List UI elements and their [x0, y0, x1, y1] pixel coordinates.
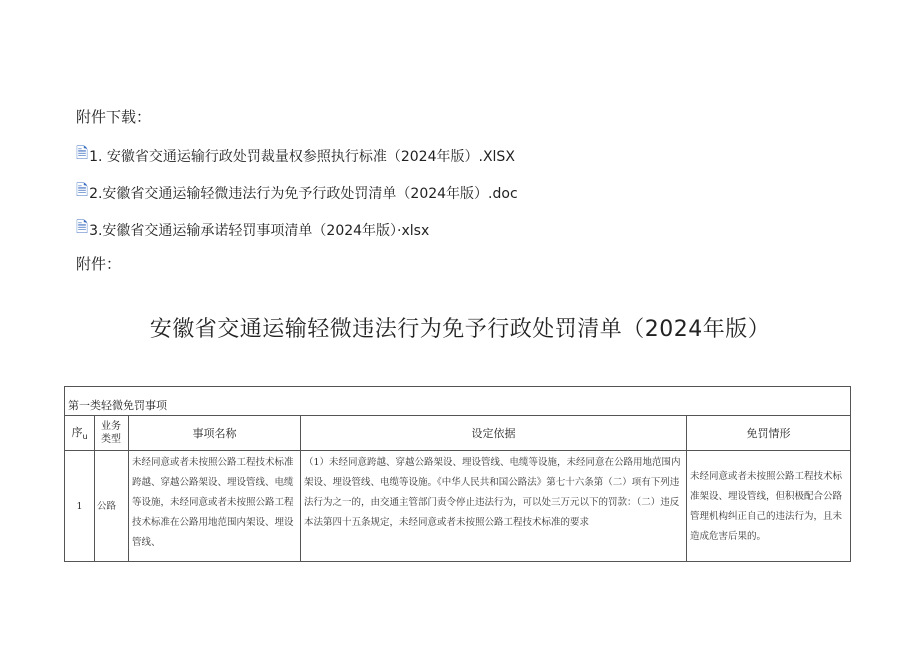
attachment-link-3[interactable] [76, 217, 429, 242]
header-exemption: 免罚情形 [687, 416, 851, 451]
cell-name: 未经同意或者未按照公路工程技术标准跨越、穿越公路架设、埋设管线、电缆等设施，未经同意或者未按照公路工程技术标准在公路用地范围内架设、埋设管线、 [129, 451, 301, 562]
attachment-link-2-text[interactable]: 2.安徽省交通运输轻微违法行为免予行政处罚清单（2024年版）.doc [89, 185, 518, 202]
file-icon: 🗎 [76, 144, 89, 162]
cell-seq: 1 [65, 451, 95, 562]
file-icon: 🗎 [76, 218, 89, 236]
attachment-link-2[interactable] [76, 180, 518, 205]
header-seq: 序$_u$ [65, 416, 95, 451]
category-row [65, 387, 851, 416]
attachment-link-3-text[interactable]: 3.安徽省交通运输承诺轻罚事项清单（2024年版）·xlsx [89, 222, 430, 239]
cell-basis: （1）未经同意跨越、穿越公路架设、埋设管线、电缆等设施，未经同意在公路用地范围内架设、埋设管线、电缆等设施。《中华人民共和国公路法》第七十六条第（二）项有下列违法行为之一的，由交通主管部门责令停止违法行为，可以处三万元以下的罚款：（二）违反本法第四十五条规定，未经同意或者未按照公路工程技术标准的要求 [301, 451, 687, 562]
attachment-link-1-text[interactable]: 1. 安徽省交通运输行政处罚裁量权参照执行标准（2024年版）.XlSX [89, 148, 515, 165]
file-icon: 🗎 [76, 181, 89, 199]
category-label: 第一类轻微免罚事项 [65, 387, 851, 416]
cell-exemption: 未经同意或者未按照公路工程技术标准架设、埋设管线，但积极配合公路管理机构纠正自己的违法行为，且未造成危害后果的。 [687, 451, 851, 562]
downloads-label: 附件下载： [76, 108, 152, 126]
header-name: 事项名称 [129, 416, 301, 451]
document-title: 安徽省交通运输轻微违法行为免予行政处罚清单（2024年版） [149, 317, 771, 342]
cell-type: 公路 [95, 451, 129, 562]
table-row [65, 451, 851, 562]
attachment-link-1[interactable] [76, 143, 515, 168]
attachment-label: 附件： [76, 255, 122, 273]
header-type: 业务类型 [95, 416, 129, 451]
header-row [65, 416, 851, 451]
exemption-table [64, 386, 851, 562]
header-basis: 设定依据 [301, 416, 687, 451]
